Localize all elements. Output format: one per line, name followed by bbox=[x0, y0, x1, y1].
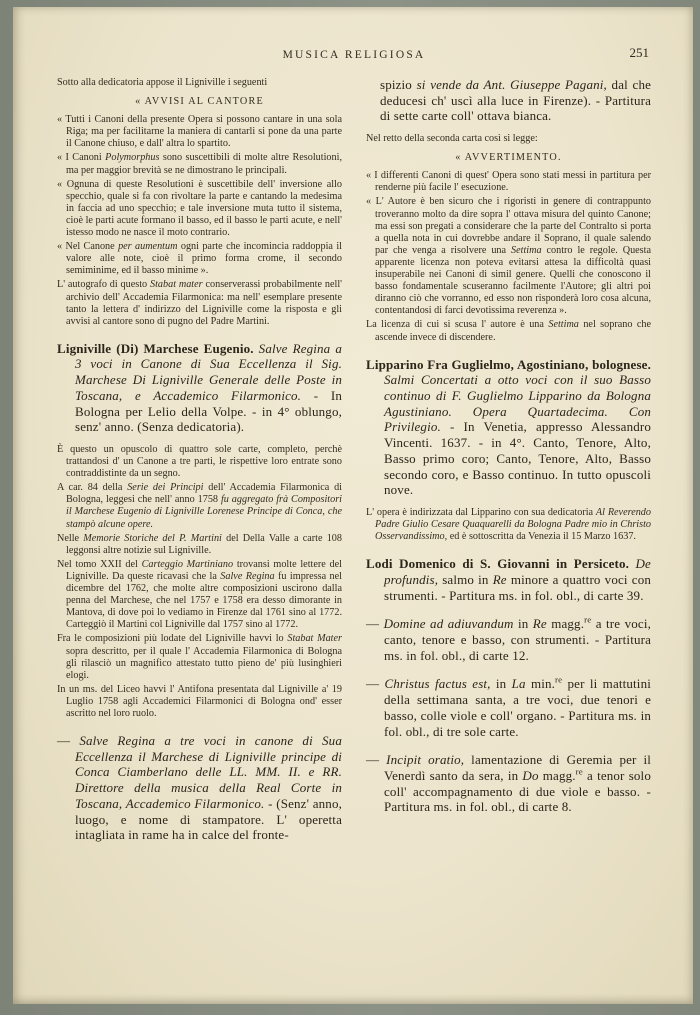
annotation-paragraph bbox=[366, 170, 651, 194]
text-segment: salmo in bbox=[438, 571, 493, 587]
text-segment: Salve Regina bbox=[220, 570, 275, 582]
text-segment: Stabat Mater bbox=[287, 633, 342, 645]
annotation-paragraph bbox=[57, 152, 342, 176]
text-segment: - (Senz' anno, luogo, e nome di stampatore. L' operetta intagliata in rame ha in calce del fronte- bbox=[75, 795, 342, 843]
text-segment: — bbox=[366, 752, 387, 768]
text-segment: dell' Accademia Filarmonica di Bologna, leggesi che nell' anno 1758 bbox=[66, 482, 342, 506]
right-column bbox=[366, 77, 651, 852]
book-page bbox=[13, 7, 693, 1004]
left-column bbox=[57, 77, 342, 852]
text-segment: dal che deducesi ch' uscì alla luce in Firenze). - Partitura di sette carte coll' ottava bianca. bbox=[380, 77, 652, 124]
catalog-entry bbox=[366, 556, 651, 603]
annotation-paragraph bbox=[57, 633, 342, 681]
annotation-paragraph bbox=[366, 319, 651, 343]
text-segment: conserverassi probabilmente nell' archivio dell' Accademia Filarmonica: ma nell' esemplare presente tanto la lettera d' indirizzo del Ligniville come la risposta e gli avvisi al cantore sono di pugno del Padre Martini. bbox=[66, 279, 342, 327]
text-segment: « I Canoni bbox=[57, 152, 106, 164]
text-segment: in bbox=[513, 616, 533, 632]
annotation-paragraph bbox=[57, 533, 342, 557]
catalog-entry bbox=[366, 616, 651, 663]
annotation-paragraph bbox=[57, 559, 342, 632]
text-segment: « Tutti i Canoni della presente Opera si possono cantare in una sola Riga; ma per facilitarne la maniera di cantarli si pone da una parte il Canone chiuso, e dall' altra lo spartito. bbox=[57, 114, 342, 150]
page-number: 251 bbox=[629, 45, 649, 60]
text-segment: A car. 84 della bbox=[57, 482, 128, 494]
text-segment: Nel tomo XXII del bbox=[57, 558, 142, 570]
text-segment: Salve Regina a 3 voci in Canone di Sua Eccellenza il Sig. Marchese Di Ligniville Generale delle Poste in Toscana, e Accademico Filarmonico. bbox=[75, 340, 342, 403]
text-segment: Nelle bbox=[57, 532, 84, 544]
text-segment: Lodi Domenico di S. Giovanni in Persiceto. bbox=[366, 556, 630, 572]
text-segment: « Ognuna di queste Resolutioni è suscettibile dell' inversione allo specchio, quale si fa con rivoltare la parte e cantando la medesima in faccia ad uno specchio; e tale inversione muta tutto il sistema, cioè le parti acute formano il basso, ed il basso le parti acute, e nell' istesso modo ne nasce il moto contrario. bbox=[57, 178, 342, 239]
catalog-entry bbox=[366, 676, 651, 739]
text-segment: — bbox=[366, 616, 384, 632]
section-heading bbox=[57, 96, 342, 108]
text-segment: fu aggregato frà Compositori il Marchese Eugenio di Ligniville Lorenese Principe di Conca, che stampò alcune opere. bbox=[66, 494, 342, 530]
annotation-paragraph bbox=[57, 279, 342, 327]
text-segment: in bbox=[490, 676, 512, 692]
text-segment: contro le regole. Questa apparente licenza non poteva evitarsi attesa la difficoltà quasi insuperabile nei Canoni di simil genere. Quelli che conoscono il basso fondamentale scuseranno facilmente l'Autore; gli altri poi diranno ciò che vorranno, ed esso non risponderà loro cosa alcuna, contentandosi di farci devotissima reverenza ». bbox=[375, 244, 651, 317]
text-segment: La bbox=[511, 676, 526, 692]
annotation-paragraph bbox=[366, 196, 651, 317]
text-segment: del Della Valle a carte 108 leggonsi altre notizie sul Ligniville. bbox=[66, 532, 342, 556]
text-segment: sopra descritto, per il quale l' Accademia Filarmonica di Bologna gli rilasciò un magnifico attestato tutto pieno de' più lusinghieri elogi. bbox=[66, 645, 342, 681]
section-heading bbox=[366, 152, 651, 164]
text-segment: Salmi Concertati a otto voci con il suo Basso continuo di F. Guglielmo Lipparino da Bologna Agustiniano. Opera Quartadecima. Con Privilegio. bbox=[384, 372, 651, 435]
running-header: MUSICA RELIGIOSA bbox=[282, 49, 426, 61]
text-segment: Incipit oratio, bbox=[386, 752, 465, 768]
text-segment: re bbox=[575, 766, 583, 777]
text-segment: Fra le composizioni più lodate del Ligniville havvi lo bbox=[57, 633, 288, 645]
annotation-paragraph bbox=[57, 482, 342, 530]
text-segment: nel soprano che ascende invece di discendere. bbox=[375, 319, 651, 343]
text-segment: Memorie Storiche del P. Martini bbox=[83, 532, 222, 544]
text-segment: min. bbox=[525, 676, 556, 692]
text-segment: re bbox=[555, 675, 563, 686]
text-segment: Serie dei Principi bbox=[127, 482, 204, 494]
text-segment: « Nel Canone bbox=[57, 241, 119, 253]
text-segment: trovansi molte lettere del Ligniville. Da queste ricavasi che la bbox=[66, 558, 342, 582]
text-segment: « AVVERTIMENTO. bbox=[455, 152, 562, 164]
annotation-paragraph bbox=[366, 133, 651, 145]
text-segment: « L' Autore è ben sicuro che i rigoristi in genere di contrappunto troveranno molto da dire sopra l' ottava misura del quinto Canone; ma essi son pregati a considerare che la parte del Contralto si porta a quella nota in cui dovrebbe andare il Soprano, il quale salendo par che venga a risolvere una bbox=[366, 196, 651, 256]
text-segment: magg. bbox=[538, 767, 576, 783]
text-segment: Nel retto della seconda carta così si legge: bbox=[366, 133, 538, 145]
text-segment: Salve Regina a tre voci in canone di Sua Eccellenza il Marchese di Ligniville principe di Conca Ciamberlano delle LL. MM. II. e RR. Direttore della musica della Real Corte in Toscana, Accademico Filarmonico. bbox=[75, 733, 342, 811]
catalog-entry bbox=[366, 752, 651, 815]
text-segment: È questo un opuscolo di quattro sole carte, completo, perchè trattandosi d' un Canone a tre parti, le rispettive loro entrate sono contraddistinte da un segno. bbox=[57, 444, 342, 480]
text-segment: « AVVISI AL CANTORE bbox=[135, 96, 264, 108]
text-segment: per aumentum bbox=[118, 241, 178, 253]
text-segment: L' autografo di questo bbox=[57, 279, 150, 291]
annotation-paragraph bbox=[57, 114, 342, 150]
text-segment: si vende da Ant. Giuseppe Pagani, bbox=[416, 77, 607, 92]
catalog-entry bbox=[57, 341, 342, 435]
text-segment: « I differenti Canoni di quest' Opera sono stati messi in partitura per renderne più facile l' esecuzione. bbox=[366, 170, 651, 194]
text-segment: La licenza di cui si scusa l' autore è una bbox=[366, 319, 549, 331]
text-segment: re bbox=[584, 615, 592, 625]
text-segment: lamentazione di Geremia per il Venerdì santo da sera, in bbox=[384, 752, 651, 783]
text-segment: minore a quattro voci con strumenti. - Partitura ms. in fol. obl., di carte 39. bbox=[384, 571, 652, 603]
catalog-entry bbox=[57, 733, 342, 843]
text-columns bbox=[57, 77, 651, 852]
text-segment: - In Bologna per Lelio della Volpe. - in 4° oblungo, senz' anno. (Senza dedicatoria). bbox=[75, 387, 342, 435]
text-segment: a tre voci, canto, tenore e basso, con strumenti. - Partitura ms. in fol. obl., di carte 12. bbox=[384, 616, 651, 663]
text-segment: Polymorphus bbox=[105, 152, 160, 164]
text-segment: ogni parte che incomincia raddoppia il valore alle note, cioè il primo forma crome, il secondo semiminime, ed il basso minime ». bbox=[66, 241, 342, 277]
text-segment: In un ms. del Liceo havvi l' Antifona presentata dal Ligniville a' 19 Luglio 1758 agli Accademici Filarmonici di Bologna ond' esser ascritto nel loro ruolo. bbox=[57, 683, 342, 719]
page-header bbox=[57, 45, 651, 61]
text-segment: Domine ad adiuvandum bbox=[383, 616, 514, 632]
text-segment: - In Venetia, appresso Alessandro Vincenti. 1637. - in 4°. Canto, Tenore, Alto, Basso primo coro; Canto, Tenore, Alto, Basso secondo coro, e Basso continuo. In tutto opuscoli nove. bbox=[384, 419, 651, 498]
text-segment: a tenor solo coll' accompagnamento di due viole e basso. - Partitura ms. in fol. obl., di carte 8. bbox=[384, 767, 651, 815]
text-segment: Al Reverendo Padre Giulio Cesare Quaquarelli da Bologna Padre mio in Christo Osservandissimo, bbox=[375, 506, 651, 543]
catalog-entry-continuation bbox=[366, 77, 651, 124]
text-segment: sono suscettibili di molte altre Resolutioni, ma per maggior brevità se ne dimostrano le principali. bbox=[66, 152, 342, 176]
catalog-entry bbox=[366, 357, 651, 498]
text-segment: Re bbox=[492, 571, 507, 587]
text-segment: L' opera è indirizzata dal Lipparino con sua dedicatoria bbox=[366, 506, 596, 518]
text-segment: Lipparino Fra Guglielmo, Agostiniano, bolognese. bbox=[366, 356, 651, 372]
annotation-paragraph bbox=[57, 77, 342, 89]
text-segment: Do bbox=[522, 767, 539, 783]
text-segment: magg. bbox=[546, 616, 585, 632]
text-segment: — bbox=[366, 676, 385, 692]
annotation-paragraph bbox=[57, 684, 342, 720]
text-segment: De profundis, bbox=[384, 556, 651, 587]
text-segment: per li mattutini della settimana santa, a tre voci, due tenori e basso, colle viole e coll' organo. - Partitura ms. in fol. obl., di tre sole carte. bbox=[384, 676, 651, 739]
text-segment: Sotto alla dedicatoria appose il Ligniville i seguenti bbox=[57, 77, 268, 88]
text-segment: spizio bbox=[380, 77, 417, 92]
annotation-paragraph bbox=[57, 444, 342, 480]
text-segment: Settima bbox=[548, 319, 579, 331]
annotation-paragraph bbox=[366, 507, 651, 543]
text-segment: Stabat mater bbox=[149, 279, 203, 291]
text-segment: Re bbox=[532, 616, 547, 632]
annotation-paragraph bbox=[57, 179, 342, 239]
text-segment: — bbox=[57, 733, 80, 749]
text-segment: Christus factus est, bbox=[384, 676, 491, 692]
text-segment: Settima bbox=[511, 244, 542, 256]
text-segment: ed è sottoscritta da Venezia il 15 Marzo 1637. bbox=[447, 531, 636, 543]
text-segment: Carteggio Martiniano bbox=[141, 558, 234, 570]
text-segment: Ligniville (Di) Marchese Eugenio. bbox=[57, 340, 254, 356]
text-segment: fu impressa nel dicembre del 1762, che molte altre composizioni uscirono dalla penna del Marchese, che nel 1757 e 1758 era desso dimorante in Mantova, di dove poi lo vediamo in Firenze dal 1761 sino al 1772. Carteggiò il Martini col Ligniville dal 1757 sino al 1772. bbox=[66, 570, 343, 631]
annotation-paragraph bbox=[57, 241, 342, 277]
